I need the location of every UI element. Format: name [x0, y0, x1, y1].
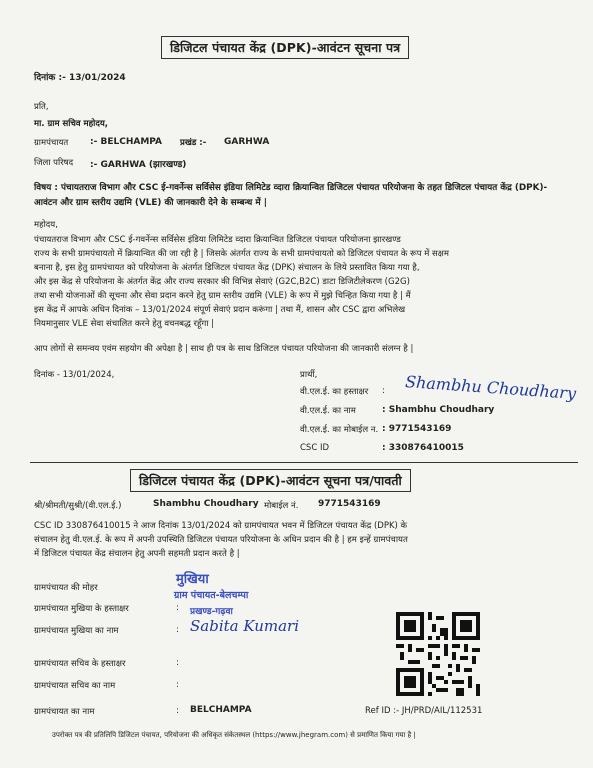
gram-label: ग्रामपंचायत [34, 138, 69, 148]
receipt-title: डिजिटल पंचायत केंद्र (DPK)-आवंटन सूचना पत्र/पावती [130, 469, 411, 492]
ref-id: Ref ID :- JH/PRD/AIL/112531 [365, 706, 483, 716]
vle-name-label: वी.एल.ई. का नाम [300, 406, 356, 416]
body-line: नियमानुसार VLE सेवा संचालित करने हेतु वचनबद्ध रहूँगा | [34, 319, 215, 329]
notice-date-2: दिनांक - 13/01/2024, [34, 370, 115, 380]
receipt-mobile-value: 9771543169 [318, 499, 381, 509]
receipt-para-line: में डिजिटल पंचायत केंद्र संचालन हेतु अपनी सहमती प्रदान करते है | [34, 549, 240, 559]
head-sign-colon: : [176, 603, 179, 613]
head-name-signature: Sabita Kumari [190, 617, 300, 635]
seal-label: ग्रामपंचायत की मोहर [34, 583, 98, 593]
csc-id-value: : 330876410015 [382, 443, 464, 453]
prati-label: प्रति, [34, 102, 49, 112]
gp-name-label: ग्रामपंचायत का नाम [34, 707, 95, 717]
notice-date: दिनांक :- 13/01/2024 [34, 73, 126, 83]
vle-sign-label: वी.एल.ई. का हस्ताक्षर [300, 387, 369, 397]
body-line: और इस केंद्र से परियोजना के अंतर्गत केंद्र और राज्य सरकार की विभिन्न सेवाएं (G2C,B2C) डाटा डिजिटीलेकरण (G2G) [34, 277, 410, 287]
gp-name-colon: : [176, 706, 179, 716]
vle-signature: Shambhu Choudhary [404, 372, 577, 403]
receipt-line1-label: श्री/श्रीमती/सुश्री/(वी.एल.ई.) [34, 501, 122, 511]
prarthi-label: प्रार्थी, [300, 370, 318, 380]
body-line: इस केंद्र में आपके अधिन दिनांक – 13/01/2024 संपूर्ण सेवाएं प्रदान करूंगा | तथा मैं, शासन और CSC द्वारा अभिलेख [34, 305, 406, 315]
block-value: GARHWA [224, 137, 270, 147]
block-label: प्रखंड :- [180, 138, 207, 148]
district-value: :- GARHWA (झारखण्ड) [90, 160, 187, 170]
gp-name-value: BELCHAMPA [190, 705, 252, 715]
vle-mobile-label: वी.एल.ई. का मोबाईल न. [300, 425, 379, 435]
receipt-para-line: संचालन हेतु वी.एल.ई. के रूप में अपनी उपस्थिति डिजिटल पंचायत परियोजना के अधिन प्रदान की है | हम इन्हें ग्रामपंचायत [34, 535, 408, 545]
notice-title: डिजिटल पंचायत केंद्र (DPK)-आवंटन सूचना पत्र [161, 36, 409, 59]
secretary-sign-colon: : [176, 658, 179, 668]
body-line: बनाना है, इस हेतु ग्रामपंचायत को परियोजना के अंतर्गत डिजिटल पंचायत केंद्र (DPK) संचालन के लिये प्रस्तावित किया गया है, [34, 263, 420, 273]
vle-sign-colon: : [382, 386, 385, 396]
csc-id-label: CSC ID [300, 443, 330, 453]
head-name-label: ग्रामपंचायत मुखिया का नाम [34, 626, 119, 636]
head-name-colon: : [176, 625, 179, 635]
vle-name-value: : Shambhu Choudhary [382, 405, 495, 415]
section-divider [30, 462, 578, 463]
secretary-name-colon: : [176, 680, 179, 690]
stamp-line-1: मुखिया [176, 572, 209, 587]
district-label: जिला परिषद [34, 158, 74, 168]
footer-note: उपरोक्त पत्र की प्रतिलिपि डिजिटल पंचायत, परियोजना की अधिकृत संकेतस्थल (https://www.jhegram.com) से प्रमाणित किया गया है | [52, 731, 416, 739]
body-line: राज्य के सभी ग्रामपंचायतो में क्रियान्वित की जा रही है | जिसके अंतर्गत राज्य के सभी ग्रामपंचायतो को डिजिटल पंचायत के रूप में सक्षम [34, 249, 449, 259]
body-line: पंचायतराज विभाग और CSC ई-गवर्नेन्स सर्विसेस इंडिया लिमिटेड व्दारा क्रियान्वित डिजिटल पंचायत परियोजना झारखण्ड [34, 235, 401, 245]
receipt-para-line: CSC ID 330876410015 ने आज दिनांक 13/01/2024 को ग्रामपंचायत भवन में डिजिटल पंचायत केंद्र (DPK) के [34, 521, 408, 531]
addressee: मा. ग्राम सचिव महोदय, [34, 119, 109, 129]
secretary-name-label: ग्रामपंचायत सचिव का नाम [34, 681, 116, 691]
qr-code [396, 612, 480, 696]
stamp-line-3: प्रखण्ड-गढ़वा [190, 607, 233, 617]
salutation: महोदय, [34, 220, 58, 230]
subject-line: विषय : पंचायतराज विभाग और CSC ई-गवर्नेन्स सर्विसेस इंडिया लिमिटेड व्दारा क्रियान्वित डिजिटल पंचायत परियोजना के तहत डिजिटल पंचायत केंद्र (DPK)-आवंटन और ग्राम स्तरीय उद्यमि (VLE) की जानकारी देने के सम्बन्ध में | [34, 183, 548, 208]
gram-value: :- BELCHAMPA [90, 137, 163, 147]
secretary-sign-label: ग्रामपंचायत सचिव के हस्ताक्षर [34, 659, 126, 669]
stamp-line-2: ग्राम पंचायत-बेलचम्पा [174, 590, 249, 601]
closing-line: आप लोगों से समन्वय एवंम सहयोग की अपेक्षा है | साथ ही पत्र के साथ डिजिटल पंचायत परियोजना की जानकारी संलग्न है | [34, 344, 414, 354]
body-line: तथा सभी योजनाओं की सूचना और सेवा प्रदान करने हेतु ग्राम स्तरीय उद्यमि (VLE) के रूप में मुझे चिन्हित किया गया है | मैं [34, 291, 411, 301]
head-sign-label: ग्रामपंचायत मुखिया के हस्ताक्षर [34, 604, 129, 614]
receipt-vle-name: Shambhu Choudhary [153, 499, 259, 509]
receipt-mobile-label: मोबाईल नं. [264, 501, 299, 511]
vle-mobile-value: : 9771543169 [382, 424, 452, 434]
